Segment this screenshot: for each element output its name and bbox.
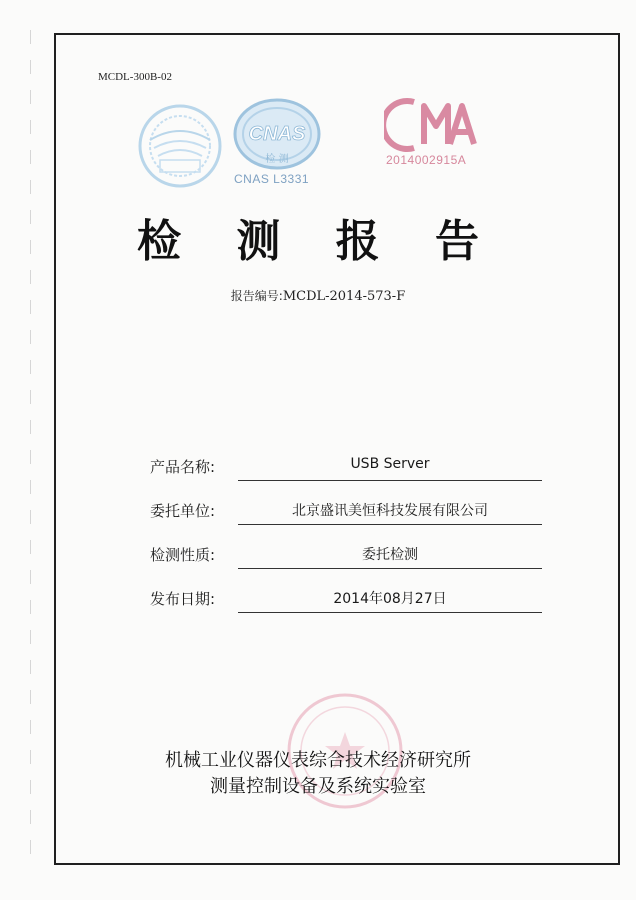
field-row-client bbox=[150, 496, 545, 540]
form-code: MCDL-300B-02 bbox=[98, 71, 172, 83]
field-value: 2014年08月27日 bbox=[333, 591, 447, 607]
field-underline bbox=[238, 568, 542, 569]
accreditation-seal-icon bbox=[134, 100, 226, 192]
binding-mark bbox=[30, 840, 35, 854]
binding-mark bbox=[30, 480, 35, 494]
issuing-organization bbox=[0, 748, 636, 800]
field-row-test-type bbox=[150, 540, 545, 584]
field-value: 北京盛讯美恒科技发展有限公司 bbox=[292, 503, 488, 519]
binding-mark bbox=[30, 180, 35, 194]
field-underline bbox=[238, 612, 542, 613]
field-underline bbox=[238, 524, 542, 525]
organization-name-line1: 机械工业仪器仪表综合技术经济研究所 bbox=[165, 750, 471, 771]
binding-mark bbox=[30, 510, 35, 524]
field-underline bbox=[238, 480, 542, 481]
cnas-sub-text: 检 测 bbox=[265, 154, 289, 165]
binding-mark bbox=[30, 330, 35, 344]
field-value: USB Server bbox=[350, 456, 430, 472]
cma-logo-text: MA bbox=[384, 96, 386, 97]
binding-mark bbox=[30, 570, 35, 584]
binding-mark bbox=[30, 600, 35, 614]
binding-mark bbox=[30, 90, 35, 104]
report-number-value: MCDL-2014-573-F bbox=[282, 289, 406, 304]
report-fields bbox=[150, 452, 545, 628]
binding-mark bbox=[30, 60, 35, 74]
binding-mark bbox=[30, 360, 35, 374]
binding-mark bbox=[30, 450, 35, 464]
field-row-issue-date bbox=[150, 584, 545, 628]
cma-seal-icon bbox=[384, 96, 480, 154]
binding-mark bbox=[30, 150, 35, 164]
field-label: 发布日期: bbox=[150, 590, 216, 608]
field-label: 检测性质: bbox=[150, 546, 216, 564]
binding-mark bbox=[30, 540, 35, 554]
binding-mark bbox=[30, 390, 35, 404]
binding-mark bbox=[30, 630, 35, 644]
cnas-accreditation-number: CNAS L3331 bbox=[234, 172, 310, 186]
binding-mark bbox=[30, 810, 35, 824]
field-label: 产品名称: bbox=[150, 458, 216, 476]
binding-hole-marks bbox=[22, 30, 42, 870]
organization-name-line2: 测量控制设备及系统实验室 bbox=[210, 776, 426, 797]
report-number-label: 报告编号: bbox=[230, 289, 283, 303]
binding-mark bbox=[30, 270, 35, 284]
binding-mark bbox=[30, 660, 35, 674]
report-number bbox=[0, 287, 636, 304]
page-title: 检 测 报 告 bbox=[137, 216, 499, 267]
cnas-logo-text: CNAS bbox=[248, 123, 306, 145]
field-value: 委托检测 bbox=[362, 547, 418, 563]
binding-mark bbox=[30, 690, 35, 704]
binding-mark bbox=[30, 120, 35, 134]
field-label: 委托单位: bbox=[150, 502, 216, 520]
binding-mark bbox=[30, 720, 35, 734]
cma-certificate-number: 2014002915A bbox=[386, 153, 467, 167]
field-row-product bbox=[150, 452, 545, 496]
binding-mark bbox=[30, 420, 35, 434]
binding-mark bbox=[30, 30, 35, 44]
